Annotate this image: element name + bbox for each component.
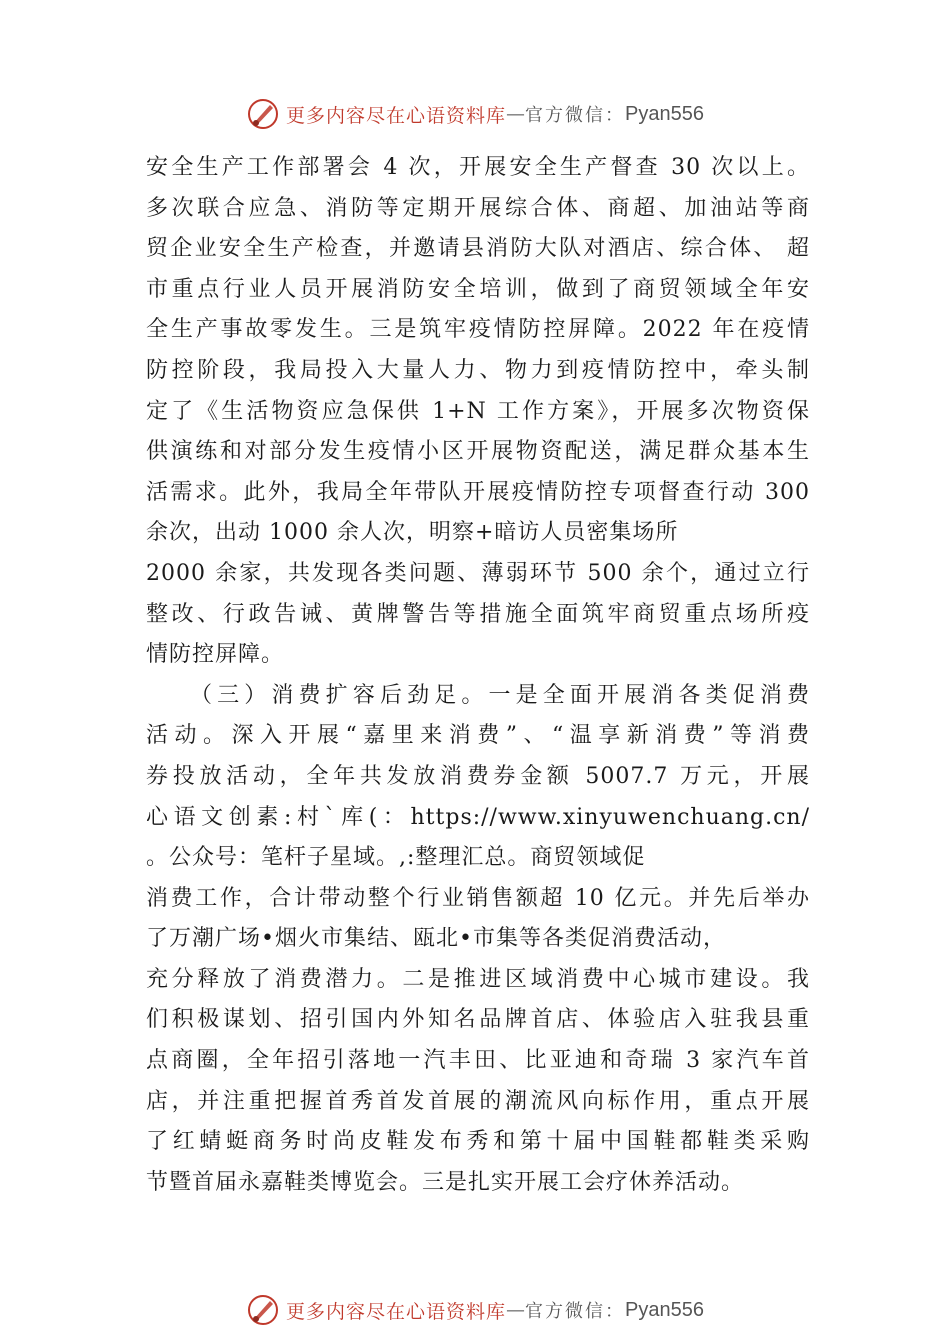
text-line: 们积极谋划、招引国内外知名品牌首店、体验店入驻我县重 <box>146 1007 810 1033</box>
footer-separator: — <box>506 1299 526 1321</box>
header-brand-text: 更多内容尽在心语资料库 <box>286 104 507 127</box>
text-line: 贸企业安全生产检查，并邀请县消防大队对酒店、综合体、 超 <box>146 236 810 262</box>
text-line: 活需求。此外，我局全年带队开展疫情防控专项督查行动 300 <box>146 479 810 505</box>
text-line: 整改、行政告诫、黄牌警告等措施全面筑牢商贸重点场所疫 <box>146 601 810 627</box>
header-wechat-label: 官方微信： <box>525 105 626 126</box>
footer-wechat-id: Pyan556 <box>625 1298 704 1321</box>
text-line: 了红蜻蜓商务时尚皮鞋发布秀和第十届中国鞋都鞋类采购 <box>146 1129 810 1155</box>
text-line: 活动。深入开展“嘉里来消费”、“温享新消费”等消费 <box>146 723 810 749</box>
text-line: 了万潮广场•烟火市集结、瓯北•市集等各类促消费活动， <box>146 926 726 952</box>
brush-logo-icon <box>246 1293 280 1327</box>
header-wechat-id: Pyan556 <box>625 102 704 125</box>
watermark-account-line: 。公众号：笔杆子星域。,:整理汇总。商贸领域促 <box>146 845 646 871</box>
text-line: 防控阶段，我局投入大量人力、物力到疫情防控中，牵头制 <box>146 357 810 383</box>
header-separator: — <box>506 103 526 125</box>
text-line: 市重点行业人员开展消防安全培训，做到了商贸领域全年安 <box>146 276 810 302</box>
text-line: 情防控屏障。 <box>146 642 285 668</box>
footer-watermark-banner <box>0 1290 950 1330</box>
document-body <box>146 148 810 1203</box>
text-line: 消费工作，合计带动整个行业销售额超 10 亿元。并先后举办 <box>146 885 810 911</box>
text-line: 多次联合应急、消防等定期开展综合体、商超、加油站等商 <box>146 195 810 221</box>
text-line: 2000 余家，共发现各类问题、薄弱环节 500 余个，通过立行 <box>146 560 810 586</box>
watermark-url-line: 心语文创素:村`库(：https://www.xinyuwenchuang.cn/ <box>146 804 810 830</box>
text-line: 店，并注重把握首秀首发首展的潮流风向标作用，重点开展 <box>146 1088 810 1114</box>
text-line: 安全生产工作部署会 4 次，开展安全生产督查 30 次以上。 <box>146 155 810 180</box>
text-line: 全生产事故零发生。三是筑牢疫情防控屏障。2022 年在疫情 <box>146 317 810 343</box>
text-line: 券投放活动，全年共发放消费券金额 5007.7 万元，开展 <box>146 763 810 789</box>
header-watermark-banner <box>0 94 950 134</box>
brush-logo-icon <box>246 97 280 131</box>
text-line: 点商圈，全年招引落地一汽丰田、比亚迪和奇瑞 3 家汽车首 <box>146 1048 810 1074</box>
footer-brand-text: 更多内容尽在心语资料库 <box>286 1300 507 1323</box>
text-line: 充分释放了消费潜力。二是推进区域消费中心城市建设。我 <box>146 966 810 992</box>
section-heading-line: （三）消费扩容后劲足。一是全面开展消各类促消费 <box>190 682 810 708</box>
text-line: 定了《生活物资应急保供 1+N 工作方案》，开展多次物资保 <box>146 398 810 424</box>
text-line: 节暨首届永嘉鞋类博览会。三是扎实开展工会疗休养活动。 <box>146 1169 745 1195</box>
text-line: 供演练和对部分发生疫情小区开展物资配送，满足群众基本生 <box>146 439 810 465</box>
text-line: 余次，出动 1000 余人次，明察+暗访人员密集场所 <box>146 520 679 546</box>
footer-wechat-label: 官方微信： <box>525 1301 626 1322</box>
